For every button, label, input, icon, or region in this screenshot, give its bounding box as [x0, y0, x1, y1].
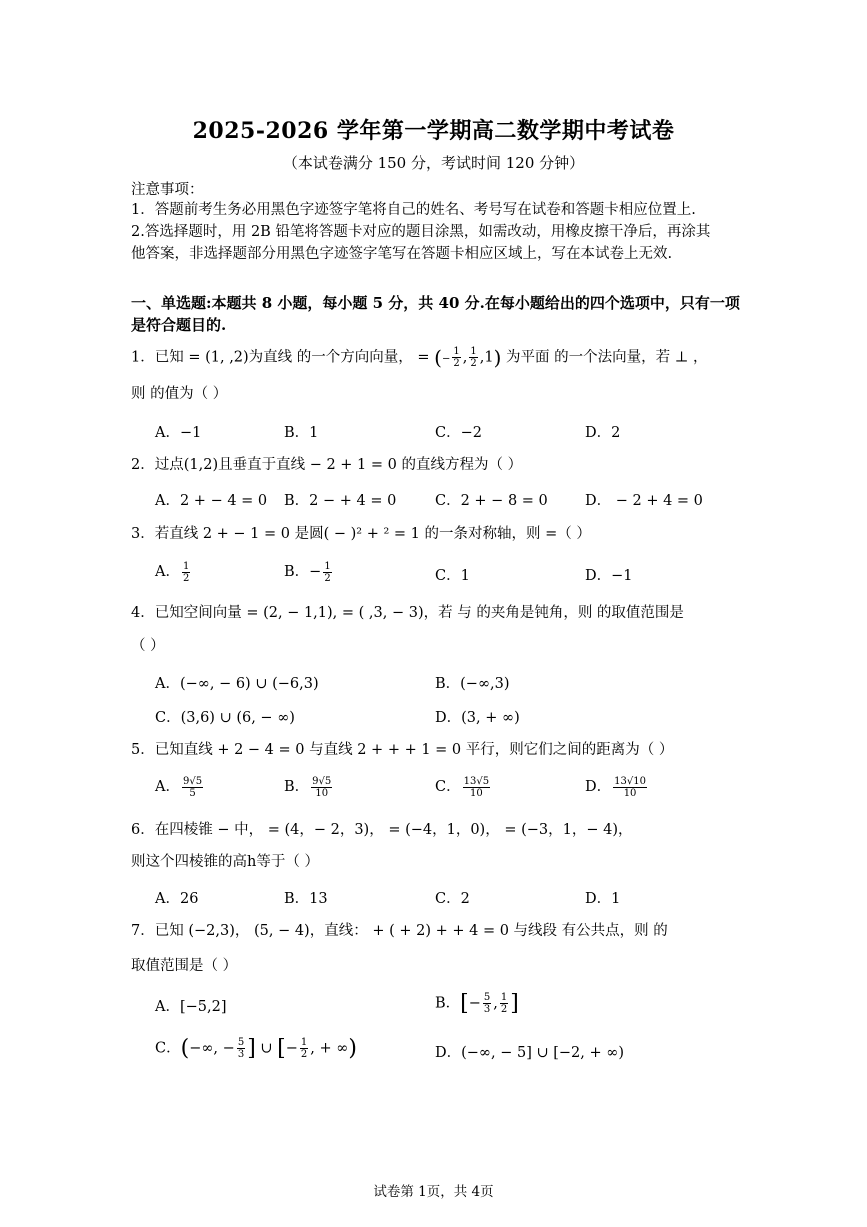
notes-heading: 注意事项：: [131, 182, 204, 198]
q5-option-a: A． $\frac{9√5}{5}$: [155, 775, 203, 799]
q1-frac-1: $\frac{1}{2}$: [453, 346, 460, 369]
q4-option-d: D．(3, + ∞): [435, 710, 520, 726]
q7-option-d: D．(−∞, − 5] ∪ [−2, + ∞): [435, 1045, 624, 1061]
q7-option-a: A．[−5,2]: [155, 999, 227, 1015]
q6-option-a: A．26: [155, 891, 199, 907]
q7-stem-line-1: 7．已知 (−2,3)， (5, − 4)，直线： + ( + 2) + + 4 = 0 与线段 有公共点，则 的: [131, 923, 668, 939]
q6-stem-line-1: 6．在四棱锥 − 中， = (4，− 2，3)， = (−4，1，0)， = (−3，1，− 4)，: [131, 822, 633, 838]
q4-option-a: A．(−∞, − 6) ∪ (−6,3): [155, 676, 319, 692]
q1-stem-line-2: 则 的值为（ ）: [131, 386, 228, 402]
q4-stem-line-2: （ ）: [131, 638, 165, 654]
section-heading-line-1: 一、单选题:本题共 8 小题，每小题 5 分，共 40 分.在每小题给出的四个选项中，只有一项: [131, 294, 740, 312]
q1-option-d: D．2: [585, 425, 621, 441]
q3-option-d: D．−1: [585, 568, 633, 584]
q2-option-a: A．2 + − 4 = 0: [155, 493, 268, 509]
q6-option-d: D．1: [585, 891, 621, 907]
exam-subtitle: （本试卷满分 150 分，考试时间 120 分钟）: [282, 154, 585, 172]
q6-stem-line-2: 则这个四棱锥的高h等于（ ）: [131, 854, 319, 870]
notes-line-1: 1．答题前考生务必用黑色字迹签字笔将自己的姓名、考号写在试卷和答题卡相应位置上.: [131, 202, 696, 218]
q5-option-d: D． $\frac{13√10}{10}$: [585, 775, 646, 799]
q4-option-c: C．(3,6) ∪ (6, − ∞): [155, 710, 295, 726]
notes-line-2b: 他答案，非选择题部分用黑色字迹签字笔写在答题卡相应区域上，写在本试卷上无效.: [131, 246, 673, 262]
q4-option-b: B．(−∞,3): [435, 676, 510, 692]
q4-stem-line-1: 4．已知空间向量 = (2, − 1,1), = ( ,3, − 3)，若 与 的夹角是钝角，则 的取值范围是: [131, 605, 684, 621]
q5-stem: 5．已知直线 + 2 − 4 = 0 与直线 2 + + + 1 = 0 平行，则它们之间的距离为（ ）: [131, 742, 674, 758]
q1-option-c: C．−2: [435, 425, 482, 441]
q5-option-b: B． $\frac{9√5}{10}$: [284, 775, 332, 799]
q5-option-c: C． $\frac{13√5}{10}$: [435, 775, 490, 799]
q7-option-b: B．[− $\frac{5}{3}$ , $\frac{1}{2}$ ]: [435, 991, 519, 1016]
q3-option-b: B．− $\frac{1}{2}$: [284, 560, 331, 584]
section-heading-line-2: 是符合题目的.: [131, 316, 227, 334]
q3-option-a: A． $\frac{1}{2}$: [155, 560, 190, 584]
q3-stem: 3．若直线 2 + − 1 = 0 是圆( − )² + ² = 1 的一条对称轴，则 =（ ）: [131, 526, 591, 542]
exam-title: 2025-2026 学年第一学期高二数学期中考试卷: [192, 118, 675, 144]
notes-line-2a: 2.答选择题时，用 2B 铅笔将答题卡对应的题目涂黑，如需改动，用橡皮擦干净后，再涂其: [131, 224, 711, 240]
q6-option-c: C．2: [435, 891, 470, 907]
q1-stem-part-b: 为平面 的一个法向量，若 ⊥ ，: [506, 349, 708, 366]
q1-frac-2: $\frac{1}{2}$: [470, 346, 477, 369]
q7-stem-line-2: 取值范围是（ ）: [131, 958, 238, 974]
q2-option-d: D． − 2 + 4 = 0: [585, 493, 703, 509]
q1-option-b: B．1: [284, 425, 319, 441]
q7-option-c: C．(−∞, − $\frac{5}{3}$ ] ∪ [− $\frac{1}{2}$ , + ∞): [155, 1036, 357, 1061]
q3-option-c: C．1: [435, 568, 470, 584]
q1-stem-line-1: 1．已知 = (1, ,2)为直线 的一个方向向量， = (− $\frac{1}{2}$ , $\frac{1}{2}$ ,1) 为平面 的一个法向量，若 ⊥ ，: [131, 345, 708, 370]
q1-stem-part-a: 1．已知 = (1, ,2)为直线 的一个方向向量， =: [131, 349, 430, 366]
page-footer: 试卷第 1页，共 4页: [373, 1184, 494, 1200]
q6-option-b: B．13: [284, 891, 328, 907]
q1-option-a: A．−1: [155, 425, 202, 441]
q2-option-c: C．2 + − 8 = 0: [435, 493, 548, 509]
q2-option-b: B．2 − + 4 = 0: [284, 493, 397, 509]
q2-stem: 2．过点(1,2)且垂直于直线 − 2 + 1 = 0 的直线方程为（ ）: [131, 457, 523, 473]
